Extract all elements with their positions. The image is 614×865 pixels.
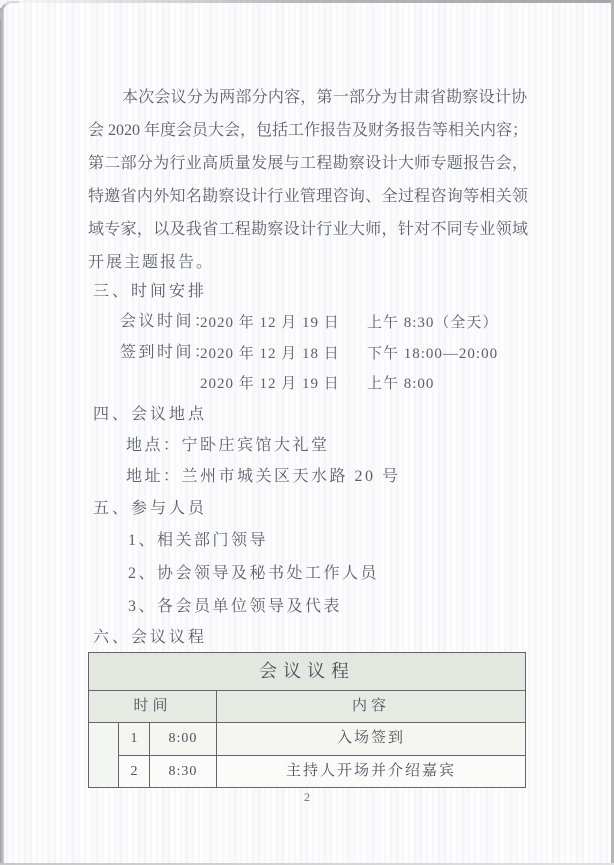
meeting-time-label-2: 签到时间： (120, 344, 213, 361)
page-number: 2 (304, 790, 310, 804)
agenda-row-number: 1 (119, 723, 150, 755)
agenda-row-content: 入场签到 (336, 730, 405, 746)
intro-line-3: 第二部分为行业高质量发展与工程勘察设计大师专题报告会， (88, 155, 528, 172)
participants-item-2: 2、协会领导及秘书处工作人员 (128, 565, 380, 582)
meeting-time-date-1: 2020 年 12 月 19 日 (200, 315, 340, 331)
table-row (119, 723, 525, 756)
agenda-row-content: 主持人开场并介绍嘉宾 (285, 762, 456, 779)
intro-line-2: 会 2020 年度会员大会，包括工作报告及财务报告等相关内容； (88, 122, 528, 139)
meeting-time-value-1: 上午 8:30（全天） (367, 315, 499, 331)
agenda-row-number: 2 (119, 756, 150, 788)
agenda-table-body (89, 723, 525, 787)
meeting-time-label-1: 会议时间： (120, 313, 213, 330)
participants-item-1: 1、相关部门领导 (128, 532, 269, 549)
section-heading-location: 四、会议地点 (93, 406, 208, 423)
scan-corner-top-left (0, 1, 19, 19)
intro-line-5: 域专家，以及我省工程勘察设计行业大师，针对不同专业领域 (88, 221, 528, 238)
agenda-table-header-row (89, 691, 525, 723)
intro-line-4: 特邀省内外知名勘察设计行业管理咨询、全过程咨询等相关领 (88, 188, 528, 205)
agenda-table-header-time: 时间 (89, 691, 217, 722)
meeting-time-date-2: 2020 年 12 月 18 日 (200, 346, 340, 362)
agenda-table-title: 会议议程 (89, 653, 525, 691)
table-row (119, 756, 525, 788)
meeting-time-value-3: 上午 8:00 (367, 376, 435, 392)
meeting-time-value-2: 下午 18:00—20:00 (367, 346, 499, 362)
agenda-table (88, 652, 526, 788)
agenda-row-time: 8:00 (150, 723, 217, 755)
location-venue: 地点：宁卧庄宾馆大礼堂 (126, 437, 330, 454)
meeting-time-date-3: 2020 年 12 月 19 日 (200, 376, 340, 392)
agenda-row-time: 8:30 (150, 756, 217, 788)
intro-line-6: 开展主题报告。 (88, 254, 215, 271)
section-heading-participants: 五、参与人员 (93, 500, 208, 517)
agenda-table-merged-side-cell (89, 723, 119, 787)
scan-edge-top (0, 0, 614, 3)
section-heading-time: 三、时间安排 (93, 283, 208, 300)
section-heading-agenda: 六、会议议程 (93, 629, 208, 646)
participants-item-3: 3、各会员单位领导及代表 (128, 598, 343, 615)
intro-line-1: 本次会议分为两部分内容，第一部分为甘肃省勘察设计协 (122, 89, 527, 106)
location-address: 地址：兰州市城关区天水路 20 号 (126, 468, 401, 485)
scan-edge-left (0, 8, 4, 865)
agenda-table-header-content: 内容 (351, 698, 390, 714)
